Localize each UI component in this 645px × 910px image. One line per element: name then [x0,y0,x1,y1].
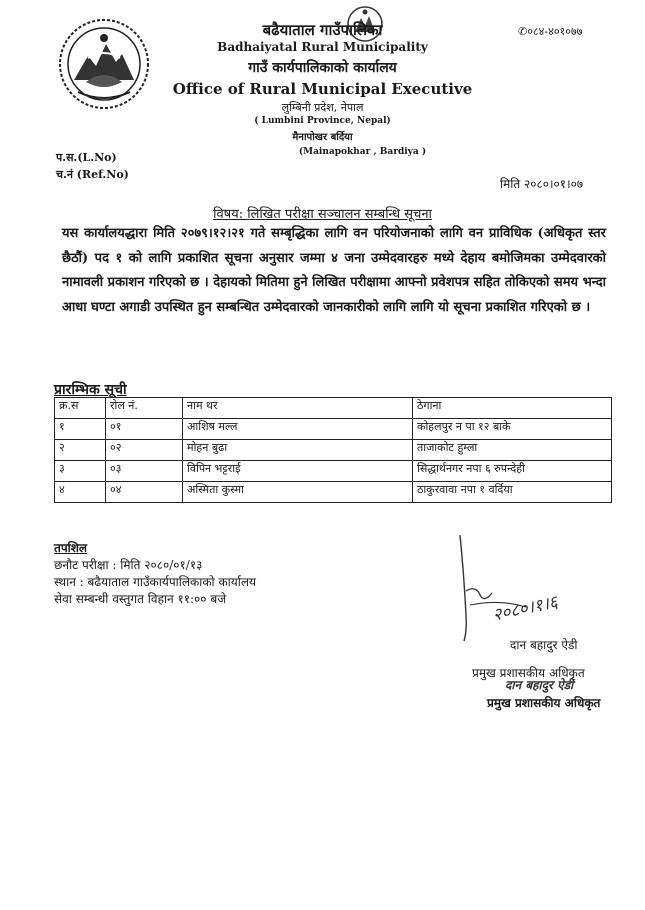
phone-number: ✆०८४-४०१०७७ [518,25,583,38]
stamp-title: प्रमुख प्रशासकीय अधिकृत [487,696,601,710]
signatory-title: प्रमुख प्रशासकीय अधिकृत [472,666,585,680]
column-header-address: ठेगाना [413,398,612,419]
table-row [55,482,612,503]
details-title: तपशिल [54,541,88,555]
table-row [55,419,612,440]
municipality-name-np: बढैयाताल गाउँपालिका [262,21,383,39]
notice-body: यस कार्यालयद्धारा मिति २०७९।१२।२१ गते सम्बृद्धिका लागि वन परियोजनाको लागि वन प्राविधिक (अधिकृत स्तर छैठौं) पद १ को लागि प्रकाशित सूचना अनुसार जम्मा ४ जना उम्मेदवारहरु मध्ये देहाय बमोजिमका उम्मेदवारको नामावली प्रकाशन गरिएको छ । देहायको मितिमा हुने लिखित परीक्षामा आफ्नो प्रवेशपत्र सहित तोकिएको समय भन्दा आधा घण्टा अगाडी उपस्थित हुन सम्बन्धित उम्मेदवारको जानकारीको लागि लागि यो सूचना प्रकाशित गरिएको छ । [62,226,606,315]
column-header-roll: रोल नं. [106,398,183,419]
province-np: लुम्बिनी प्रदेश, नेपाल [281,101,364,114]
cell-address: सिद्धार्थनगर नपा ६ रुपन्देही [413,461,612,482]
exam-time: सेवा सम्बन्धी वस्तुगत विहान ११:०० बजे [54,592,227,606]
cell-sn: १ [55,419,106,440]
cell-name: मोहन बुढा [183,440,413,461]
stamp-name: दान बहादुर ऐडी [505,678,574,692]
office-name-en: Office of Rural Municipal Executive [172,80,473,98]
signatory-name: दान बहादुर ऐडी [510,638,578,652]
cell-roll: ०३ [106,461,183,482]
handwritten-date: २०८०।१।६ [490,592,560,626]
table-header-row [55,398,612,419]
cell-sn: ४ [55,482,106,503]
column-header-sn: क्र.स [55,398,106,419]
office-name-np: गाउँ कार्यपालिकाको कार्यालय [248,60,397,76]
handwritten-signature [430,535,580,645]
cell-name: अस्मिता कुस्मा [183,482,413,503]
subject-text: विषय: लिखित परीक्षा सञ्चालन सम्बन्धि सूचना [213,207,432,222]
cell-roll: ०१ [106,419,183,440]
reference-number: च.नं (Ref.No) [56,168,129,181]
candidate-table [54,397,612,503]
column-header-name: नाम थर [183,398,413,419]
table-row [55,440,612,461]
details-section [54,540,256,608]
table-row [55,461,612,482]
cell-address: ताजाकोट हुम्ला [413,440,612,461]
letter-date: मिति २०८०।०१।०७ [500,177,584,191]
preliminary-list-title: प्रारम्भिक सूची [54,382,127,398]
cell-name: आशिष मल्ल [183,419,413,440]
location-en: (Mainapokhar , Bardiya ) [298,147,427,157]
cell-address: ठाकुरवावा नपा १ वर्दिया [413,482,612,503]
municipality-name-en: Badhaiyatal Rural Municipality [217,40,428,54]
exam-place: स्थान : बढैयाताल गाउँकार्यपालिकाको कार्यालय [54,575,256,589]
cell-address: कोहलपुर न पा १२ बाके [413,419,612,440]
cell-roll: ०४ [106,482,183,503]
subject-line [0,204,645,222]
cell-roll: ०२ [106,440,183,461]
cell-name: विपिन भट्टराई [183,461,413,482]
cell-sn: ३ [55,461,106,482]
province-en: ( Lumbini Province, Nepal) [254,116,391,126]
exam-date: छनौट परीक्षा : मिति २०८०/०१/१३ [54,558,203,572]
letter-number: प.स.(L.No) [56,151,117,164]
cell-sn: २ [55,440,106,461]
location-np: मैनापोखर बर्दिया [292,132,353,143]
